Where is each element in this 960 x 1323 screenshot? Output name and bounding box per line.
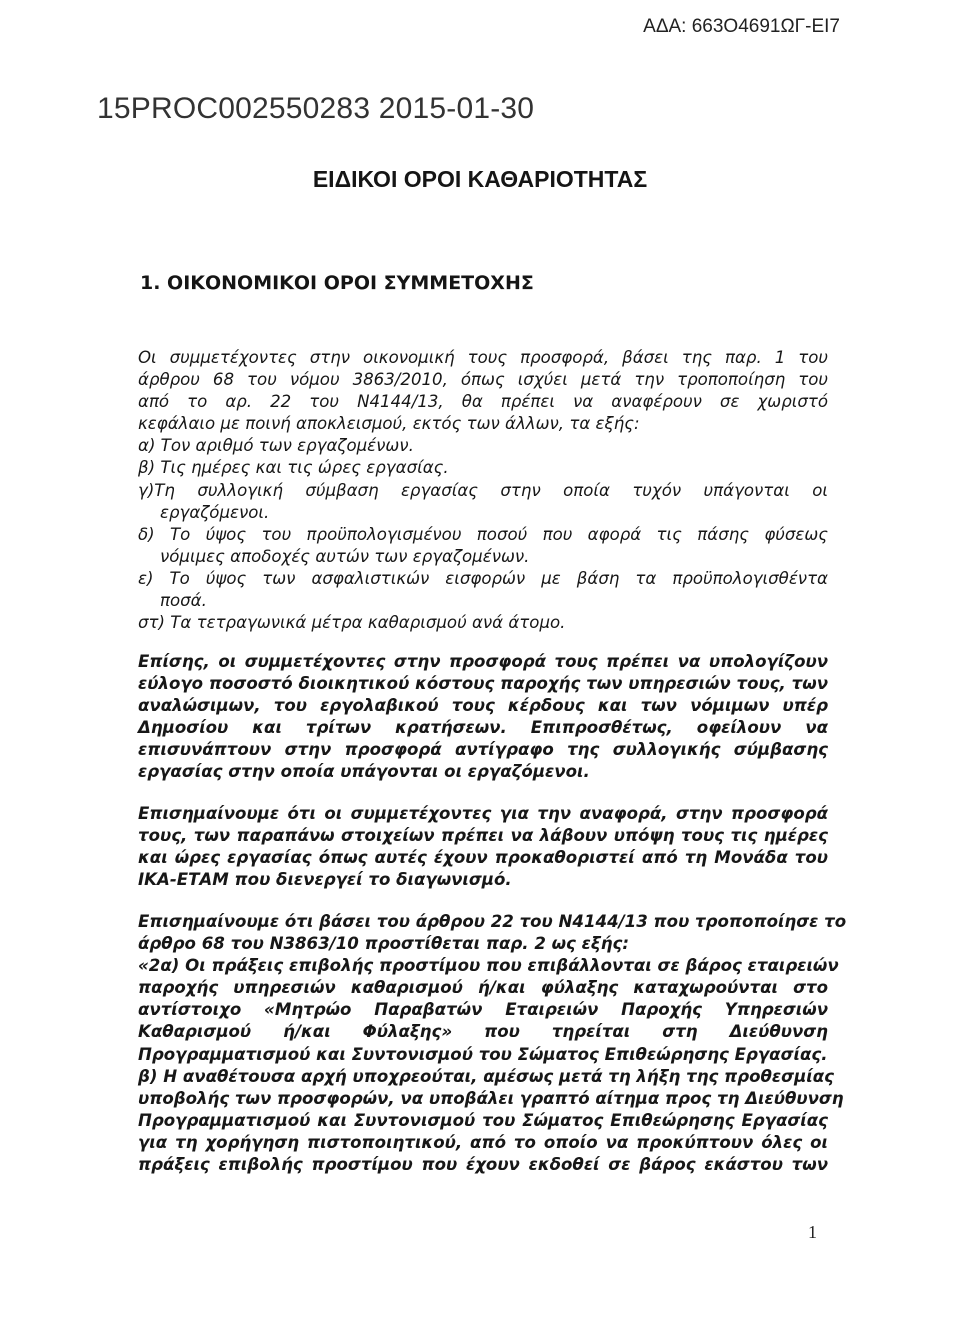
text-line: υποβολής των προσφορών, να υποβάλει γραπτό αίτημα προς τη Διεύθυνση	[138, 1088, 844, 1108]
text-line: τους, των παραπάνω στοιχείων πρέπει να λάβουν υπόψη τους τις ημέρες	[138, 826, 828, 846]
text-line: Προγραμματισμού και Συντονισμού του Σώματος Επιθεώρησης Εργασίας	[138, 1110, 828, 1130]
list-item-continuation: ποσά.	[160, 591, 207, 611]
text-line: άρθρο 68 του Ν3863/10 προστίθεται παρ. 2 ως εξής:	[138, 934, 629, 954]
text-line: πράξεις επιβολής προστίμου που έχουν εκδοθεί σε βάρος εκάστου των	[138, 1155, 828, 1175]
text-line: «2α) Οι πράξεις επιβολής προστίμου που επιβάλλονται σε βάρος εταιρειών	[138, 956, 839, 976]
text-line: εύλογο ποσοστό διοικητικού κόστους παροχής των υπηρεσιών τους, των	[138, 674, 828, 694]
list-item-continuation: νόμιμες αποδοχές αυτών των εργαζομένων.	[160, 546, 530, 566]
list-item-continuation: εργαζόμενοι.	[160, 502, 270, 522]
text-line: Επισημαίνουμε ότι οι συμμετέχοντες για την αναφορά, στην προσφορά	[138, 804, 828, 823]
text-line: Δημοσίου και τρίτων κρατήσεων. Επιπροσθέτως, οφείλουν να	[138, 718, 828, 738]
text-line: κεφάλαιο με ποινή αποκλεισμού, εκτός των άλλων, τα εξής:	[138, 414, 640, 434]
text-line: Επίσης, οι συμμετέχοντες στην προσφορά τους πρέπει να υπολογίζουν	[138, 652, 828, 671]
list-item: ε) Το ύψος των ασφαλιστικών εισφορών με βάση τα προϋπολογισθέντα	[138, 568, 828, 588]
text-line: αναλώσιμων, του εργολαβικού τους κέρδους και των νόμιμων υπέρ	[138, 696, 828, 716]
text-line: παροχής υπηρεσιών καθαρισμού ή/και φύλαξης καταχωρούνται στο	[138, 978, 828, 998]
text-line: από το αρ. 22 του Ν4144/13, θα πρέπει να αναφέρουν σε χωριστό	[138, 392, 828, 412]
paragraph-law-amendment	[138, 911, 847, 1176]
text-line: και ώρες εργασίας όπως αυτές έχουν προκαθοριστεί από τη Μονάδα του	[138, 848, 828, 868]
paragraph-participation-terms	[138, 347, 828, 634]
text-line: β) Η αναθέτουσα αρχή υποχρεούται, αμέσως μετά τη λήξη της προθεσμίας	[138, 1066, 835, 1086]
list-item: β) Τις ημέρες και τις ώρες εργασίας.	[138, 458, 449, 478]
document-title: ΕΙΔΙΚΟΙ ΟΡΟΙ ΚΑΘΑΡΙΟΤΗΤΑΣ	[312, 166, 648, 192]
text-line: ΙΚΑ-ΕΤΑΜ που διενεργεί το διαγωνισμό.	[138, 870, 512, 890]
ada-code: ΑΔΑ: 663Ο4691ΩΓ-ΕΙ7	[643, 16, 840, 37]
text-line: άρθρου 68 του νόμου 3863/2010, όπως ισχύει μετά την τροποποίηση του	[138, 370, 828, 390]
page-number: 1	[808, 1222, 817, 1242]
text-line: Επισημαίνουμε ότι βάσει του άρθρου 22 του Ν4144/13 που τροποποίησε το	[138, 912, 847, 931]
text-line: αντίστοιχο «Μητρώο Παραβατών Εταιρειών Παροχής Υπηρεσιών	[138, 1000, 828, 1020]
list-item: γ)Τη συλλογική σύμβαση εργασίας στην οποία τυχόν υπάγονται οι	[138, 480, 828, 500]
list-item: στ) Τα τετραγωνικά μέτρα καθαρισμού ανά άτομο.	[138, 613, 566, 633]
paragraph-cost-calculation	[138, 651, 828, 784]
text-line: εργασίας στην οποία υπάγονται οι εργαζόμενοι.	[138, 762, 590, 782]
list-item: α) Τον αριθμό των εργαζομένων.	[138, 436, 414, 456]
text-line: Προγραμματισμού και Συντονισμού του Σώματος Επιθεώρησης Εργασίας.	[138, 1044, 828, 1064]
text-line: Οι συμμετέχοντες στην οικονομική τους προσφορά, βάσει της παρ. 1 του	[138, 348, 828, 367]
list-item: δ) Το ύψος του προϋπολογισμένου ποσού που αφορά τις πάσης φύσεως	[138, 524, 828, 544]
text-line: για τη χορήγηση πιστοποιητικού, από το οποίο να προκύπτουν όλες οι	[138, 1132, 828, 1152]
document-id: 15PROC002550283 2015-01-30	[97, 92, 535, 125]
text-line: επισυνάπτουν στην προσφορά αντίγραφο της συλλογικής σύμβασης	[138, 740, 828, 760]
text-line: Καθαρισμού ή/και Φύλαξης» που τηρείται στη Διεύθυνση	[138, 1022, 828, 1042]
section-title: 1. ΟΙΚΟΝΟΜΙΚΟΙ ΟΡΟΙ ΣΥΜΜΕΤΟΧΗΣ	[140, 272, 534, 294]
paragraph-working-hours-note	[138, 803, 828, 891]
